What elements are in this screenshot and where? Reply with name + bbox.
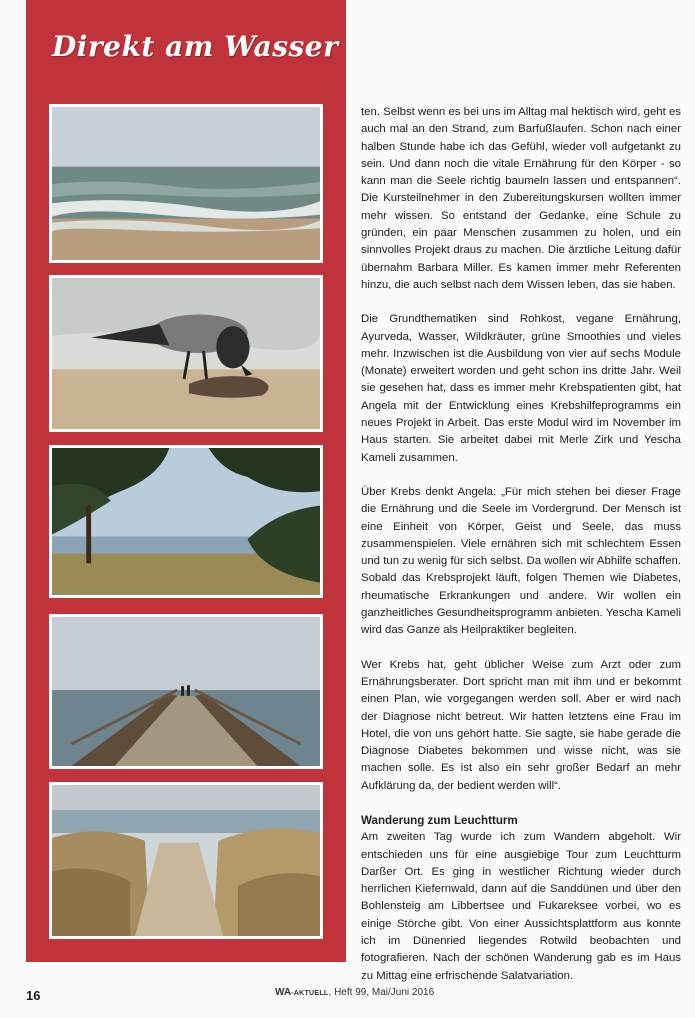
pier-photo (49, 614, 323, 769)
pier-icon (52, 617, 320, 766)
magazine-name: WA (275, 987, 292, 998)
crow-photo (49, 275, 323, 432)
article-paragraph: Über Krebs denkt Angela: „Für mich stehen bei dieser Frage die Ernährung und die Seele im Vordergrund. Der Mensch ist eine Einheit von Körper, Geist und Seele, das muss zusammenspielen. Viele ernähren sich mit schlechtem Essen und tun zu wenig für sich selbst. Da wollen wir Abhilfe schaffen. Sobald das Krebsprojekt läuft, folgen Themen wie Diabetes, rheumatische Erkrankungen und andere. Wir wollen ein ganzheitliches Gesundheitsprogramm anbieten. Yescha Kameli wird das Ganze als Heilpraktiker begleiten. (361, 485, 681, 637)
article-body (361, 104, 681, 1002)
pine-trees-lagoon-icon (52, 448, 320, 595)
article-paragraph: Am zweiten Tag wurde ich zum Wandern abgeholt. Wir entschieden uns für eine ausgiebige Tour zum Leuchtturm Darßer Ort. Es ging in westlicher Richtung wieder durch herrlichen Kiefernwald, dann auf die Sanddünen und über den Bohlensteig am Libbertsee und Fukareksee vorbei, wo es einige Störche gibt. Von einer Aussichtsplattform aus konnte ich im Dünenried liegendes Rotwild beobachten und fotografieren. Nach der schönen Wanderung gab es im Haus zu Mittag eine erfrischende Salatvariation. (361, 831, 681, 982)
article-subheading: Wanderung zum Leuchtturm (361, 813, 518, 827)
issue-info: , Heft 99, Mai/Juni 2016 (328, 987, 435, 998)
magazine-name-suffix: -AKTUELL (291, 990, 329, 997)
sea-waves-icon (52, 107, 320, 260)
dunes-path-icon (52, 785, 320, 936)
pine-trees-photo (49, 445, 323, 598)
section-title: Direkt am Wasser (52, 30, 339, 63)
footer-credit (275, 987, 434, 998)
page-number: 16 (26, 988, 41, 1003)
crow-on-beach-icon (52, 278, 320, 429)
article-paragraph: ten. Selbst wenn es bei uns im Alltag mal hektisch wird, geht es auch mal an den Strand, zum Barfußlaufen. Schon nach einer halben Stunde habe ich das Gefühl, wieder voll aufgetankt zu sein. Und dann noch die vitale Ernährung für den Körper - so kann man die Seele richtig baumeln lassen und entspannen“. Die Kursteilnehmer in den Zubereitungskursen wollten immer mehr wissen. So entstand der Gedanke, eine Schule zu gründen, ein paar Menschen zusammen zu holen, und ein sinnvolles Projekt draus zu machen. Die ärztliche Leitung dafür übernahm Barbara Miller. Es kamen immer mehr Referenten hinzu, die auch selbst nach dem Wissen leben, das sie haben. (361, 106, 681, 291)
sea-waves-photo (49, 104, 323, 263)
article-paragraph: Die Grundthematiken sind Rohkost, vegane Ernährung, Ayurveda, Wasser, Wildkräuter, grüne Smoothies und vieles mehr. Inzwischen ist die Ausbildung von vier auf sechs Module (Monate) erweitert worden und geht schon ins dritte Jahr. Weil sie gesehen hat, dass es immer mehr Krebspatienten gibt, hat Angela mit der Entwicklung eines Krebshilfeprogramms ein neues Projekt in Arbeit. Das erste Modul wird im November im Haus starten. Sie arbeitet dabei mit Merle Zirk und Yescha Kameli zusammen. (361, 313, 681, 464)
dunes-photo (49, 782, 323, 939)
article-paragraph: Wer Krebs hat, geht üblicher Weise zum Arzt oder zum Ernährungsberater. Dort spricht man mit ihm und er bekommt einen Plan, wie vorgegangen werden soll. Aber er wird nach der Diagnose nicht betreut. Wir hatten letztens eine Frau im Hotel, die von uns gehört hatte. Sie sagte, sie habe gerade die Diagnose Diabetes bekommen und wisse nicht, was sie machen solle. Es ist also ein sehr großer Bedarf an mehr Aufklärung da, der bedient werden will“. (361, 658, 681, 792)
